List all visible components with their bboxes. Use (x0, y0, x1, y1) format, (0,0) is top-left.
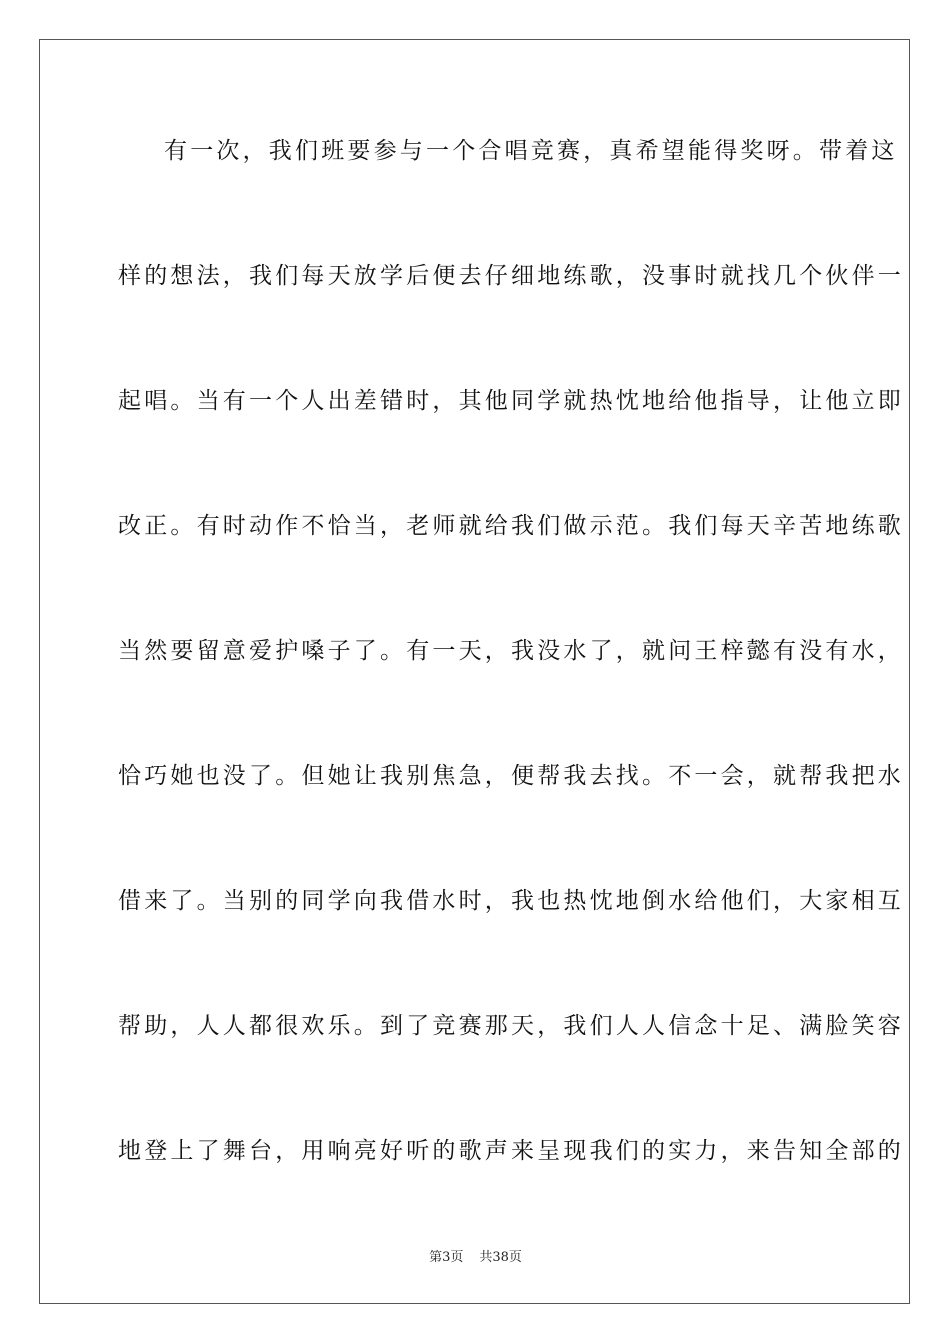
page-frame (39, 39, 910, 1304)
text-line: 样的想法，我们每天放学后便去仔细地练歌，没事时就找几个伙伴一 (118, 263, 904, 289)
text-line: 当然要留意爱护嗓子了。有一天，我没水了，就问王梓懿有没有水， (118, 638, 904, 664)
text-line: 地登上了舞台，用响亮好听的歌声来呈现我们的实力，来告知全部的 (118, 1138, 904, 1164)
text-line: 恰巧她也没了。但她让我别焦急，便帮我去找。不一会，就帮我把水 (118, 763, 904, 789)
text-line: 有一次，我们班要参与一个合唱竞赛，真希望能得奖呀。带着这 (164, 138, 898, 164)
page-total: 共38页 (479, 1250, 522, 1265)
page-footer (40, 1246, 911, 1265)
text-line: 改正。有时动作不恰当，老师就给我们做示范。我们每天辛苦地练歌 (118, 513, 904, 539)
text-line: 起唱。当有一个人出差错时，其他同学就热忱地给他指导，让他立即 (118, 388, 904, 414)
page-number: 第3页 (429, 1250, 464, 1265)
text-line: 借来了。当别的同学向我借水时，我也热忱地倒水给他们，大家相互 (118, 888, 904, 914)
text-line: 帮助，人人都很欢乐。到了竞赛那天，我们人人信念十足、满脸笑容 (118, 1013, 904, 1039)
